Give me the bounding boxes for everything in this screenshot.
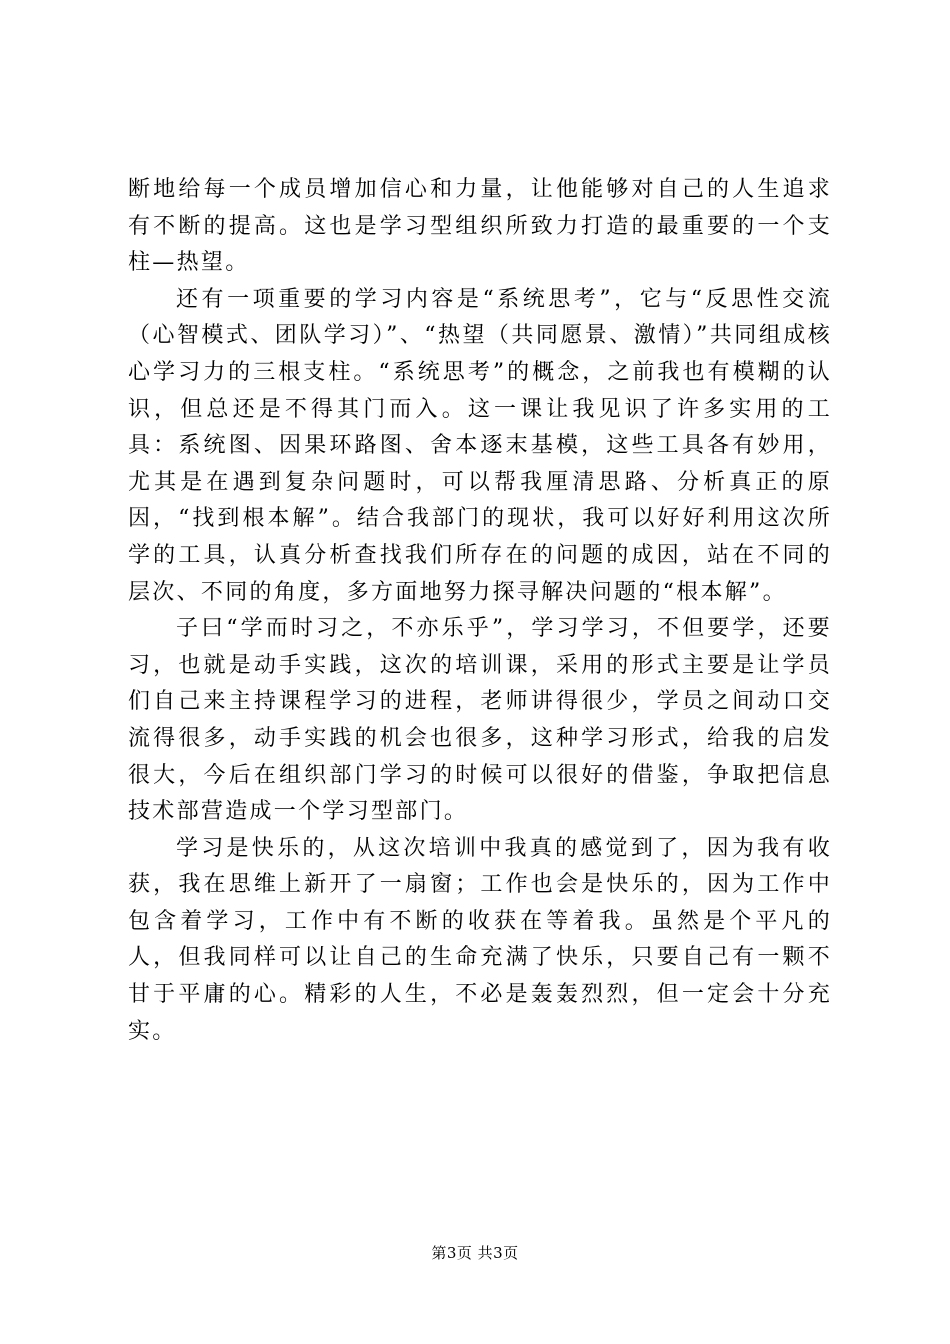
document-body	[128, 172, 832, 1050]
paragraph-conclusion: 学习是快乐的，从这次培训中我真的感觉到了，因为我有收获，我在思维上新开了一扇窗；工作也会是快乐的，因为工作中包含着学习，工作中有不断的收获在等着我。虽然是个平凡的人，但我同样可以让自己的生命充满了快乐，只要自己有一颗不甘于平庸的心。精彩的人生，不必是轰轰烈烈，但一定会十分充实。	[128, 835, 832, 1044]
paragraph-practice: 子曰“学而时习之，不亦乐乎”，学习学习，不但要学，还要习，也就是动手实践，这次的培训课，采用的形式主要是让学员们自己来主持课程学习的进程，老师讲得很少，学员之间动口交流得很多，动手实践的机会也很多，这种学习形式，给我的启发很大，今后在组织部门学习的时候可以很好的借鉴，争取把信息技术部营造成一个学习型部门。	[128, 616, 832, 825]
page-number-footer: 第3页 共3页	[431, 1244, 519, 1262]
paragraph-continuation: 断地给每一个成员增加信心和力量，让他能够对自己的人生追求有不断的提高。这也是学习型组织所致力打造的最重要的一个支柱—热望。	[128, 177, 832, 276]
paragraph-systems-thinking: 还有一项重要的学习内容是“系统思考”，它与“反思性交流（心智模式、团队学习）”、“热望（共同愿景、激情）”共同组成核心学习力的三根支柱。“系统思考”的概念，之前我也有模糊的认识，但总还是不得其门而入。这一课让我见识了许多实用的工具：系统图、因果环路图、舍本逐末基模，这些工具各有妙用，尤其是在遇到复杂问题时，可以帮我厘清思路、分析真正的原因，“找到根本解”。结合我部门的现状，我可以好好利用这次所学的工具，认真分析查找我们所存在的问题的成因，站在不同的层次、不同的角度，多方面地努力探寻解决问题的“根本解”。	[128, 286, 832, 605]
